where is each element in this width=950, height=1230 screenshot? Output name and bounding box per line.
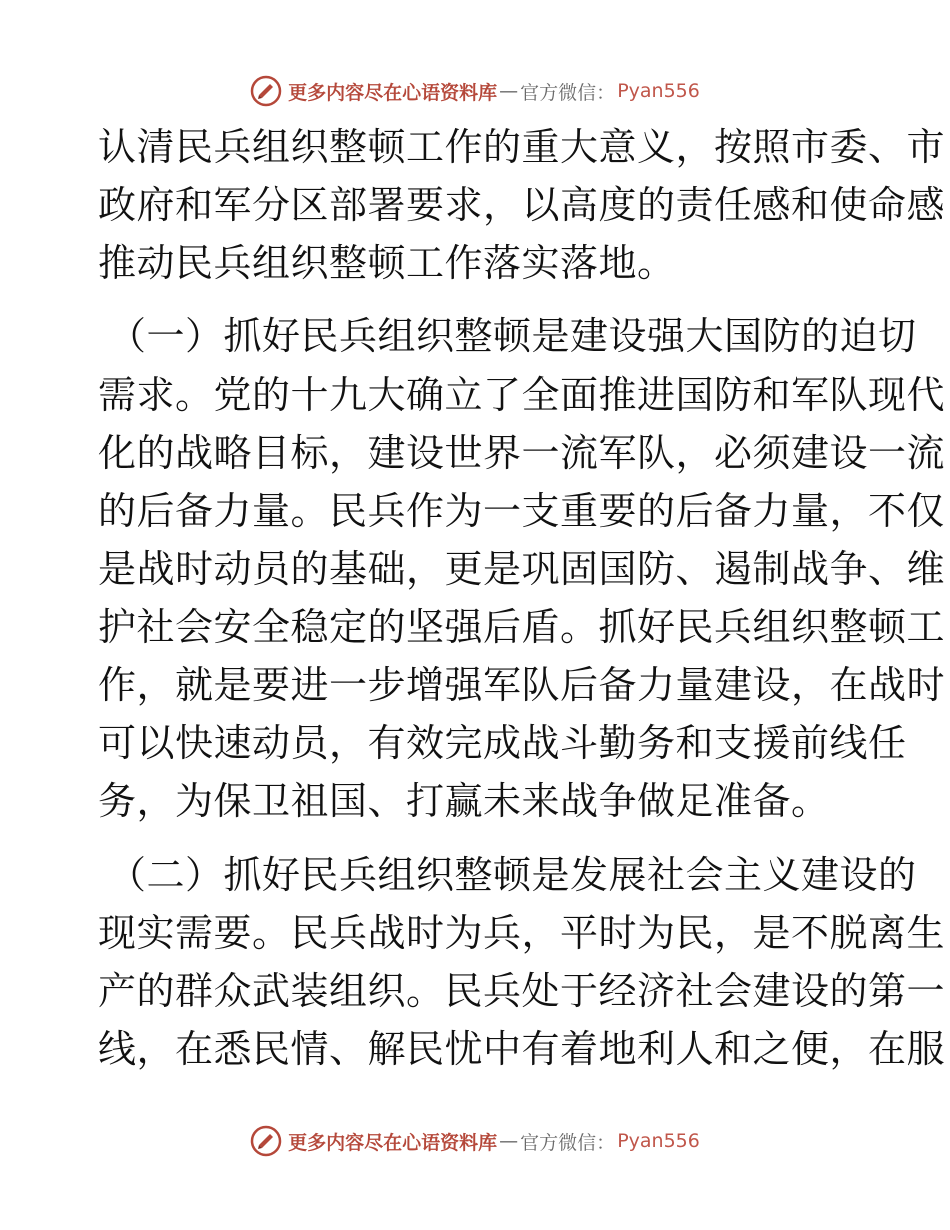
body-line: 线，在悉民情、解民忧中有着地利人和之便，在服: [98, 1027, 946, 1071]
watermark-separator: —: [499, 1130, 519, 1152]
footer-watermark: [0, 1121, 950, 1161]
watermark-official-label: 官方微信：: [520, 1131, 616, 1154]
body-line: 现实需要。民兵战时为兵，平时为民，是不脱离生: [98, 911, 946, 955]
body-line: 是战时动员的基础，更是巩固国防、遏制战争、维: [98, 547, 946, 591]
body-line: 务，为保卫祖国、打赢未来战争做足准备。: [98, 779, 830, 823]
body-line: 护社会安全稳定的坚强后盾。抓好民兵组织整顿工: [98, 605, 946, 649]
watermark-official-label: 官方微信：: [520, 81, 616, 104]
book-pen-logo-icon: [250, 75, 282, 107]
body-line: 需求。党的十九大确立了全面推进国防和军队现代: [98, 373, 946, 417]
body-line: 政府和军分区部署要求，以高度的责任感和使命感: [98, 183, 946, 227]
body-line: 作，就是要进一步增强军队后备力量建设，在战时: [98, 663, 946, 707]
watermark-wechat-id: Pyan556: [617, 1130, 700, 1152]
watermark-separator: —: [499, 80, 519, 102]
body-line: 认清民兵组织整顿工作的重大意义，按照市委、市: [98, 125, 946, 169]
body-line: 产的群众武装组织。民兵处于经济社会建设的第一: [98, 969, 946, 1013]
body-line: 推动民兵组织整顿工作落实落地。: [98, 241, 676, 285]
header-watermark: [0, 71, 950, 111]
section-heading-line: （一）抓好民兵组织整顿是建设强大国防的迫切: [108, 314, 917, 358]
watermark-brand: 更多内容尽在心语资料库: [288, 81, 498, 104]
watermark-brand: 更多内容尽在心语资料库: [288, 1131, 498, 1154]
body-line: 化的战略目标，建设世界一流军队，必须建设一流: [98, 431, 946, 475]
body-line: 可以快速动员，有效完成战斗勤务和支援前线任: [98, 721, 907, 765]
book-pen-logo-icon: [250, 1125, 282, 1157]
body-line: 的后备力量。民兵作为一支重要的后备力量，不仅: [98, 489, 946, 533]
section-heading-line: （二）抓好民兵组织整顿是发展社会主义建设的: [108, 853, 917, 897]
watermark-wechat-id: Pyan556: [617, 80, 700, 102]
